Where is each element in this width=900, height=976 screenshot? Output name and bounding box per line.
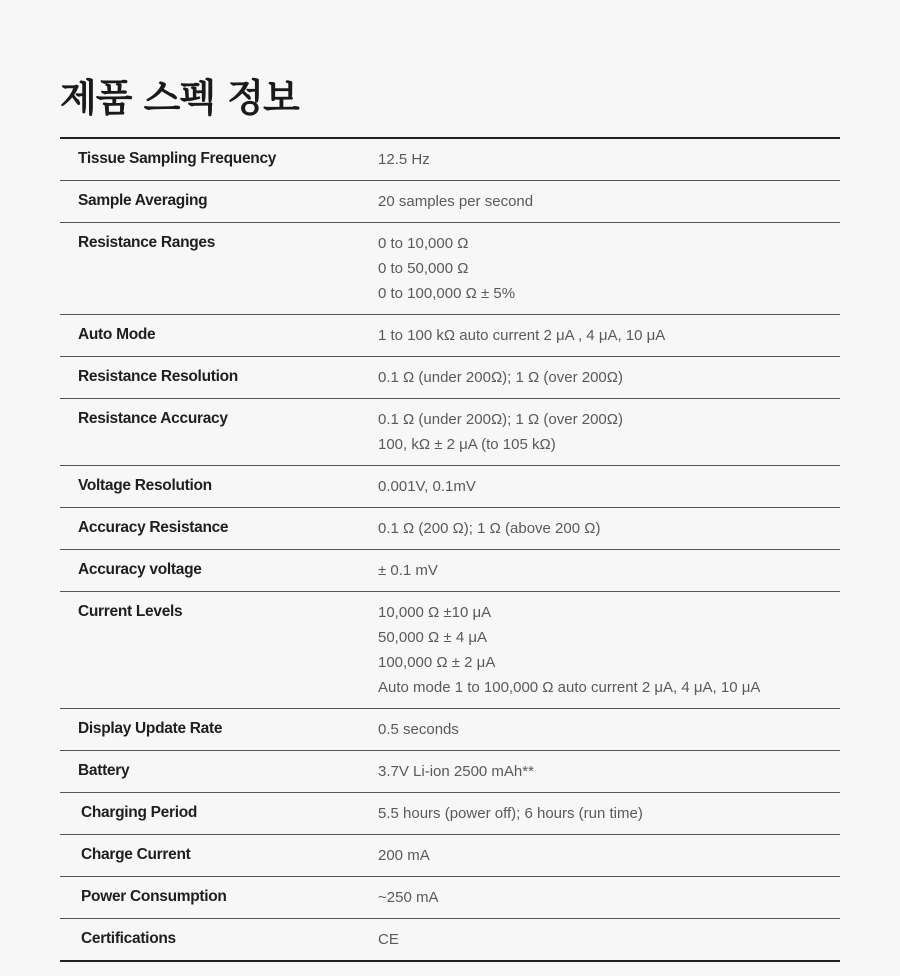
spec-value: 0 to 10,000 Ω [378,235,469,252]
spec-values [378,365,840,390]
spec-label: Current Levels [78,603,183,620]
spec-value: 12.5 Hz [378,151,430,168]
spec-value: 0.1 Ω (under 200Ω); 1 Ω (over 200Ω) [378,369,623,386]
spec-value: 0.001V, 0.1mV [378,478,476,495]
spec-values [378,600,840,700]
spec-label: Power Consumption [81,888,227,905]
spec-value: 20 samples per second [378,193,534,210]
spec-row [60,709,840,751]
spec-label: Charge Current [81,846,191,863]
spec-value: 100, kΩ ± 2 μA (to 105 kΩ) [378,436,556,453]
spec-values [378,516,840,541]
spec-label: Tissue Sampling Frequency [78,150,277,167]
spec-value: 0.1 Ω (200 Ω); 1 Ω (above 200 Ω) [378,520,601,537]
spec-row [60,592,840,709]
spec-row [60,751,840,793]
spec-row [60,181,840,223]
spec-row [60,399,840,466]
spec-label: Accuracy voltage [78,561,202,578]
spec-row [60,466,840,508]
spec-values [378,407,840,457]
spec-values [378,885,840,910]
spec-label: Resistance Accuracy [78,410,228,427]
spec-row [60,139,840,181]
spec-label: Resistance Resolution [78,368,238,385]
spec-label: Display Update Rate [78,720,223,737]
spec-label: Auto Mode [78,326,156,343]
spec-label: Certifications [81,930,176,947]
spec-label: Resistance Ranges [78,234,216,251]
spec-values [378,558,840,583]
spec-value: 0 to 100,000 Ω ± 5% [378,285,516,302]
spec-values [378,927,840,952]
spec-label: Charging Period [81,804,198,821]
spec-value: 100,000 Ω ± 2 μA [378,654,496,671]
spec-value: 0 to 50,000 Ω [378,260,469,277]
spec-row [60,793,840,835]
spec-value: Auto mode 1 to 100,000 Ω auto current 2 μA, 4 μA, 10 μA [378,679,761,696]
spec-values [378,189,840,214]
spec-values [378,843,840,868]
spec-values [378,323,840,348]
spec-label: Sample Averaging [78,192,208,209]
spec-row [60,357,840,399]
spec-values [378,147,840,172]
spec-value: ~250 mA [378,889,439,906]
spec-values [378,717,840,742]
page-title: 제품 스펙 정보 [60,76,299,120]
spec-label: Battery [78,762,130,779]
spec-row [60,877,840,919]
spec-value: 50,000 Ω ± 4 μA [378,629,487,646]
spec-value: 3.7V Li-ion 2500 mAh** [378,763,534,780]
spec-value: 200 mA [378,847,430,864]
spec-values [378,231,840,306]
spec-table [60,137,840,962]
spec-values [378,801,840,826]
spec-label: Voltage Resolution [78,477,212,494]
spec-row [60,223,840,315]
spec-row [60,315,840,357]
spec-values [378,759,840,784]
spec-values [378,474,840,499]
spec-row [60,508,840,550]
spec-row [60,550,840,592]
spec-value: CE [378,931,399,948]
spec-row [60,835,840,877]
spec-row [60,919,840,960]
spec-value: 1 to 100 kΩ auto current 2 μA , 4 μA, 10 μA [378,327,666,344]
spec-value: ± 0.1 mV [378,562,438,579]
spec-label: Accuracy Resistance [78,519,229,536]
spec-value: 0.1 Ω (under 200Ω); 1 Ω (over 200Ω) [378,411,623,428]
spec-value: 10,000 Ω ±10 μA [378,604,492,621]
spec-value: 0.5 seconds [378,721,459,738]
spec-value: 5.5 hours (power off); 6 hours (run time) [378,805,643,822]
